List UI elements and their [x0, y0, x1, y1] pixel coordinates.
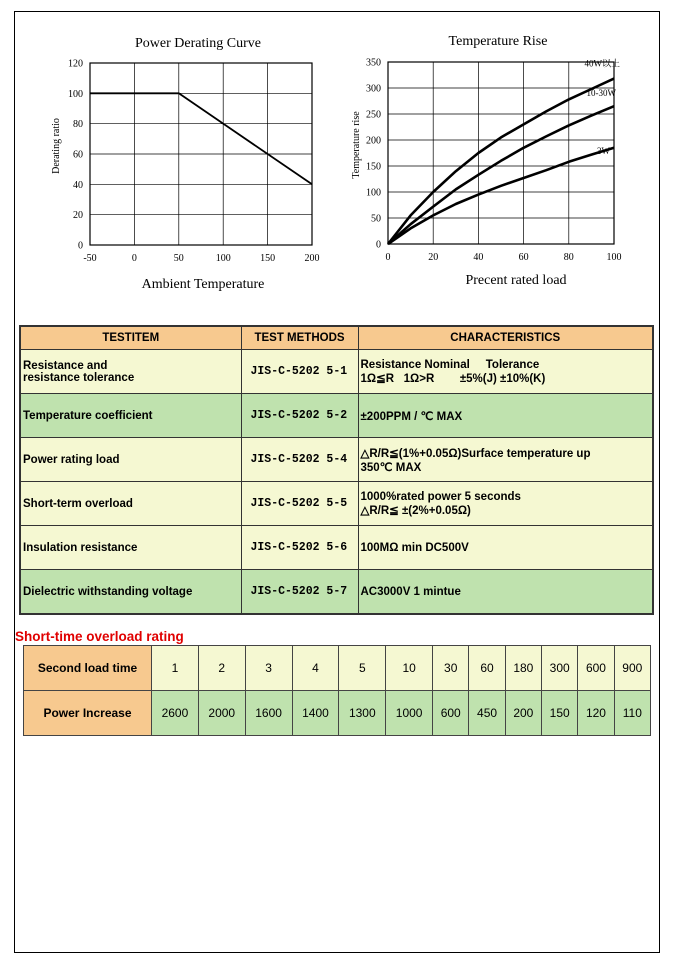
- test-method: JIS-C-5202 5-7: [241, 570, 358, 615]
- table-row: [20, 570, 653, 615]
- power-increase-cell: 120: [578, 691, 614, 736]
- load-time-cell: 600: [578, 646, 614, 691]
- x-tick-label: 150: [260, 253, 276, 264]
- load-time-cell: 180: [505, 646, 541, 691]
- characteristic: ±200PPM / ℃ MAX: [358, 394, 653, 438]
- power-increase-cell: 150: [542, 691, 578, 736]
- y-tick-label: 20: [73, 210, 83, 222]
- x-tick-label: 40: [473, 252, 484, 263]
- power-increase-cell: 1300: [339, 691, 386, 736]
- test-item: Insulation resistance: [20, 526, 241, 570]
- row-label-power-increase: Power Increase: [24, 691, 152, 736]
- load-time-cell: 900: [614, 646, 650, 691]
- table-row: [20, 394, 653, 438]
- header-test-methods: TEST METHODS: [241, 326, 358, 350]
- overload-section-title: Short-time overload rating: [15, 629, 184, 644]
- chart-title: Power Derating Curve: [135, 36, 261, 51]
- table-row: [20, 526, 653, 570]
- x-tick-label: 80: [563, 252, 574, 263]
- power-increase-cell: 2000: [198, 691, 245, 736]
- power-increase-cell: 200: [505, 691, 541, 736]
- y-tick-label: 60: [73, 149, 83, 161]
- x-tick-label: 50: [173, 253, 184, 264]
- y-tick-label: 120: [68, 58, 83, 70]
- x-tick-label: 200: [304, 253, 320, 264]
- load-time-cell: 5: [339, 646, 386, 691]
- y-tick-label: 80: [73, 119, 83, 131]
- power-increase-cell: 2600: [152, 691, 199, 736]
- series-label: 10-30W: [586, 88, 616, 99]
- x-tick-label: 0: [385, 252, 391, 263]
- x-tick-label: 0: [131, 253, 137, 264]
- series-label: 3W: [597, 145, 610, 156]
- test-item: Temperature coefficient: [20, 394, 241, 438]
- characteristic: Resistance Nominal Tolerance 1Ω≦R 1Ω>R ±5%(J) ±10%(K): [358, 350, 653, 394]
- row-label-load-time: Second load time: [24, 646, 152, 691]
- x-tick-label: 100: [215, 253, 231, 264]
- x-tick-label: 60: [518, 252, 529, 263]
- table-row: [20, 482, 653, 526]
- load-time-cell: 3: [245, 646, 292, 691]
- test-item: Short-term overload: [20, 482, 241, 526]
- power-increase-cell: 450: [469, 691, 505, 736]
- x-tick-label: 100: [606, 252, 622, 263]
- table-row: [24, 691, 651, 736]
- load-time-cell: 300: [542, 646, 578, 691]
- characteristic: AC3000V 1 mintue: [358, 570, 653, 615]
- test-method: JIS-C-5202 5-4: [241, 438, 358, 482]
- y-tick-label: 300: [366, 83, 381, 95]
- series-line: [90, 93, 312, 184]
- x-axis-label: Ambient Temperature: [141, 277, 265, 292]
- power-increase-cell: 1600: [245, 691, 292, 736]
- spec-table: [19, 325, 654, 615]
- test-item: Resistance and resistance tolerance: [20, 350, 241, 394]
- y-tick-label: 250: [366, 109, 381, 121]
- table-row: [20, 350, 653, 394]
- power-increase-cell: 1400: [292, 691, 339, 736]
- load-time-cell: 10: [386, 646, 433, 691]
- series-label: 40W以上: [584, 58, 620, 69]
- overload-table: [23, 645, 651, 736]
- power-increase-cell: 1000: [386, 691, 433, 736]
- y-tick-label: 100: [366, 187, 381, 199]
- spec-header-row: [20, 326, 653, 350]
- test-method: JIS-C-5202 5-1: [241, 350, 358, 394]
- x-tick-label: -50: [83, 253, 97, 264]
- power-increase-cell: 110: [614, 691, 650, 736]
- x-tick-label: 20: [428, 252, 439, 263]
- power-derating-chart: [40, 28, 340, 298]
- table-row: [20, 438, 653, 482]
- load-time-cell: 30: [433, 646, 469, 691]
- header-testitem: TESTITEM: [20, 326, 241, 350]
- test-item: Dielectric withstanding voltage: [20, 570, 241, 615]
- test-method: JIS-C-5202 5-5: [241, 482, 358, 526]
- y-tick-label: 0: [376, 239, 381, 251]
- load-time-cell: 2: [198, 646, 245, 691]
- y-tick-label: 350: [366, 57, 381, 69]
- y-tick-label: 0: [78, 240, 83, 252]
- y-axis-label: Derating ratio: [51, 118, 62, 174]
- chart-title: Temperature Rise: [448, 34, 548, 49]
- load-time-cell: 4: [292, 646, 339, 691]
- test-item: Power rating load: [20, 438, 241, 482]
- load-time-cell: 1: [152, 646, 199, 691]
- temperature-rise-chart: [340, 25, 640, 295]
- x-axis-label: Precent rated load: [465, 273, 567, 288]
- load-time-cell: 60: [469, 646, 505, 691]
- table-row: [24, 646, 651, 691]
- characteristic: 1000%rated power 5 seconds △R/R≦ ±(2%+0.05Ω): [358, 482, 653, 526]
- y-axis-label: Temperature rise: [351, 111, 362, 179]
- characteristic: △R/R≦(1%+0.05Ω)Surface temperature up 350℃ MAX: [358, 438, 653, 482]
- power-increase-cell: 600: [433, 691, 469, 736]
- y-tick-label: 40: [73, 179, 83, 191]
- y-tick-label: 100: [68, 88, 83, 100]
- y-tick-label: 150: [366, 161, 381, 173]
- characteristic: 100MΩ min DC500V: [358, 526, 653, 570]
- header-characteristics: CHARACTERISTICS: [358, 326, 653, 350]
- y-tick-label: 50: [371, 213, 381, 225]
- test-method: JIS-C-5202 5-2: [241, 394, 358, 438]
- y-tick-label: 200: [366, 135, 381, 147]
- test-method: JIS-C-5202 5-6: [241, 526, 358, 570]
